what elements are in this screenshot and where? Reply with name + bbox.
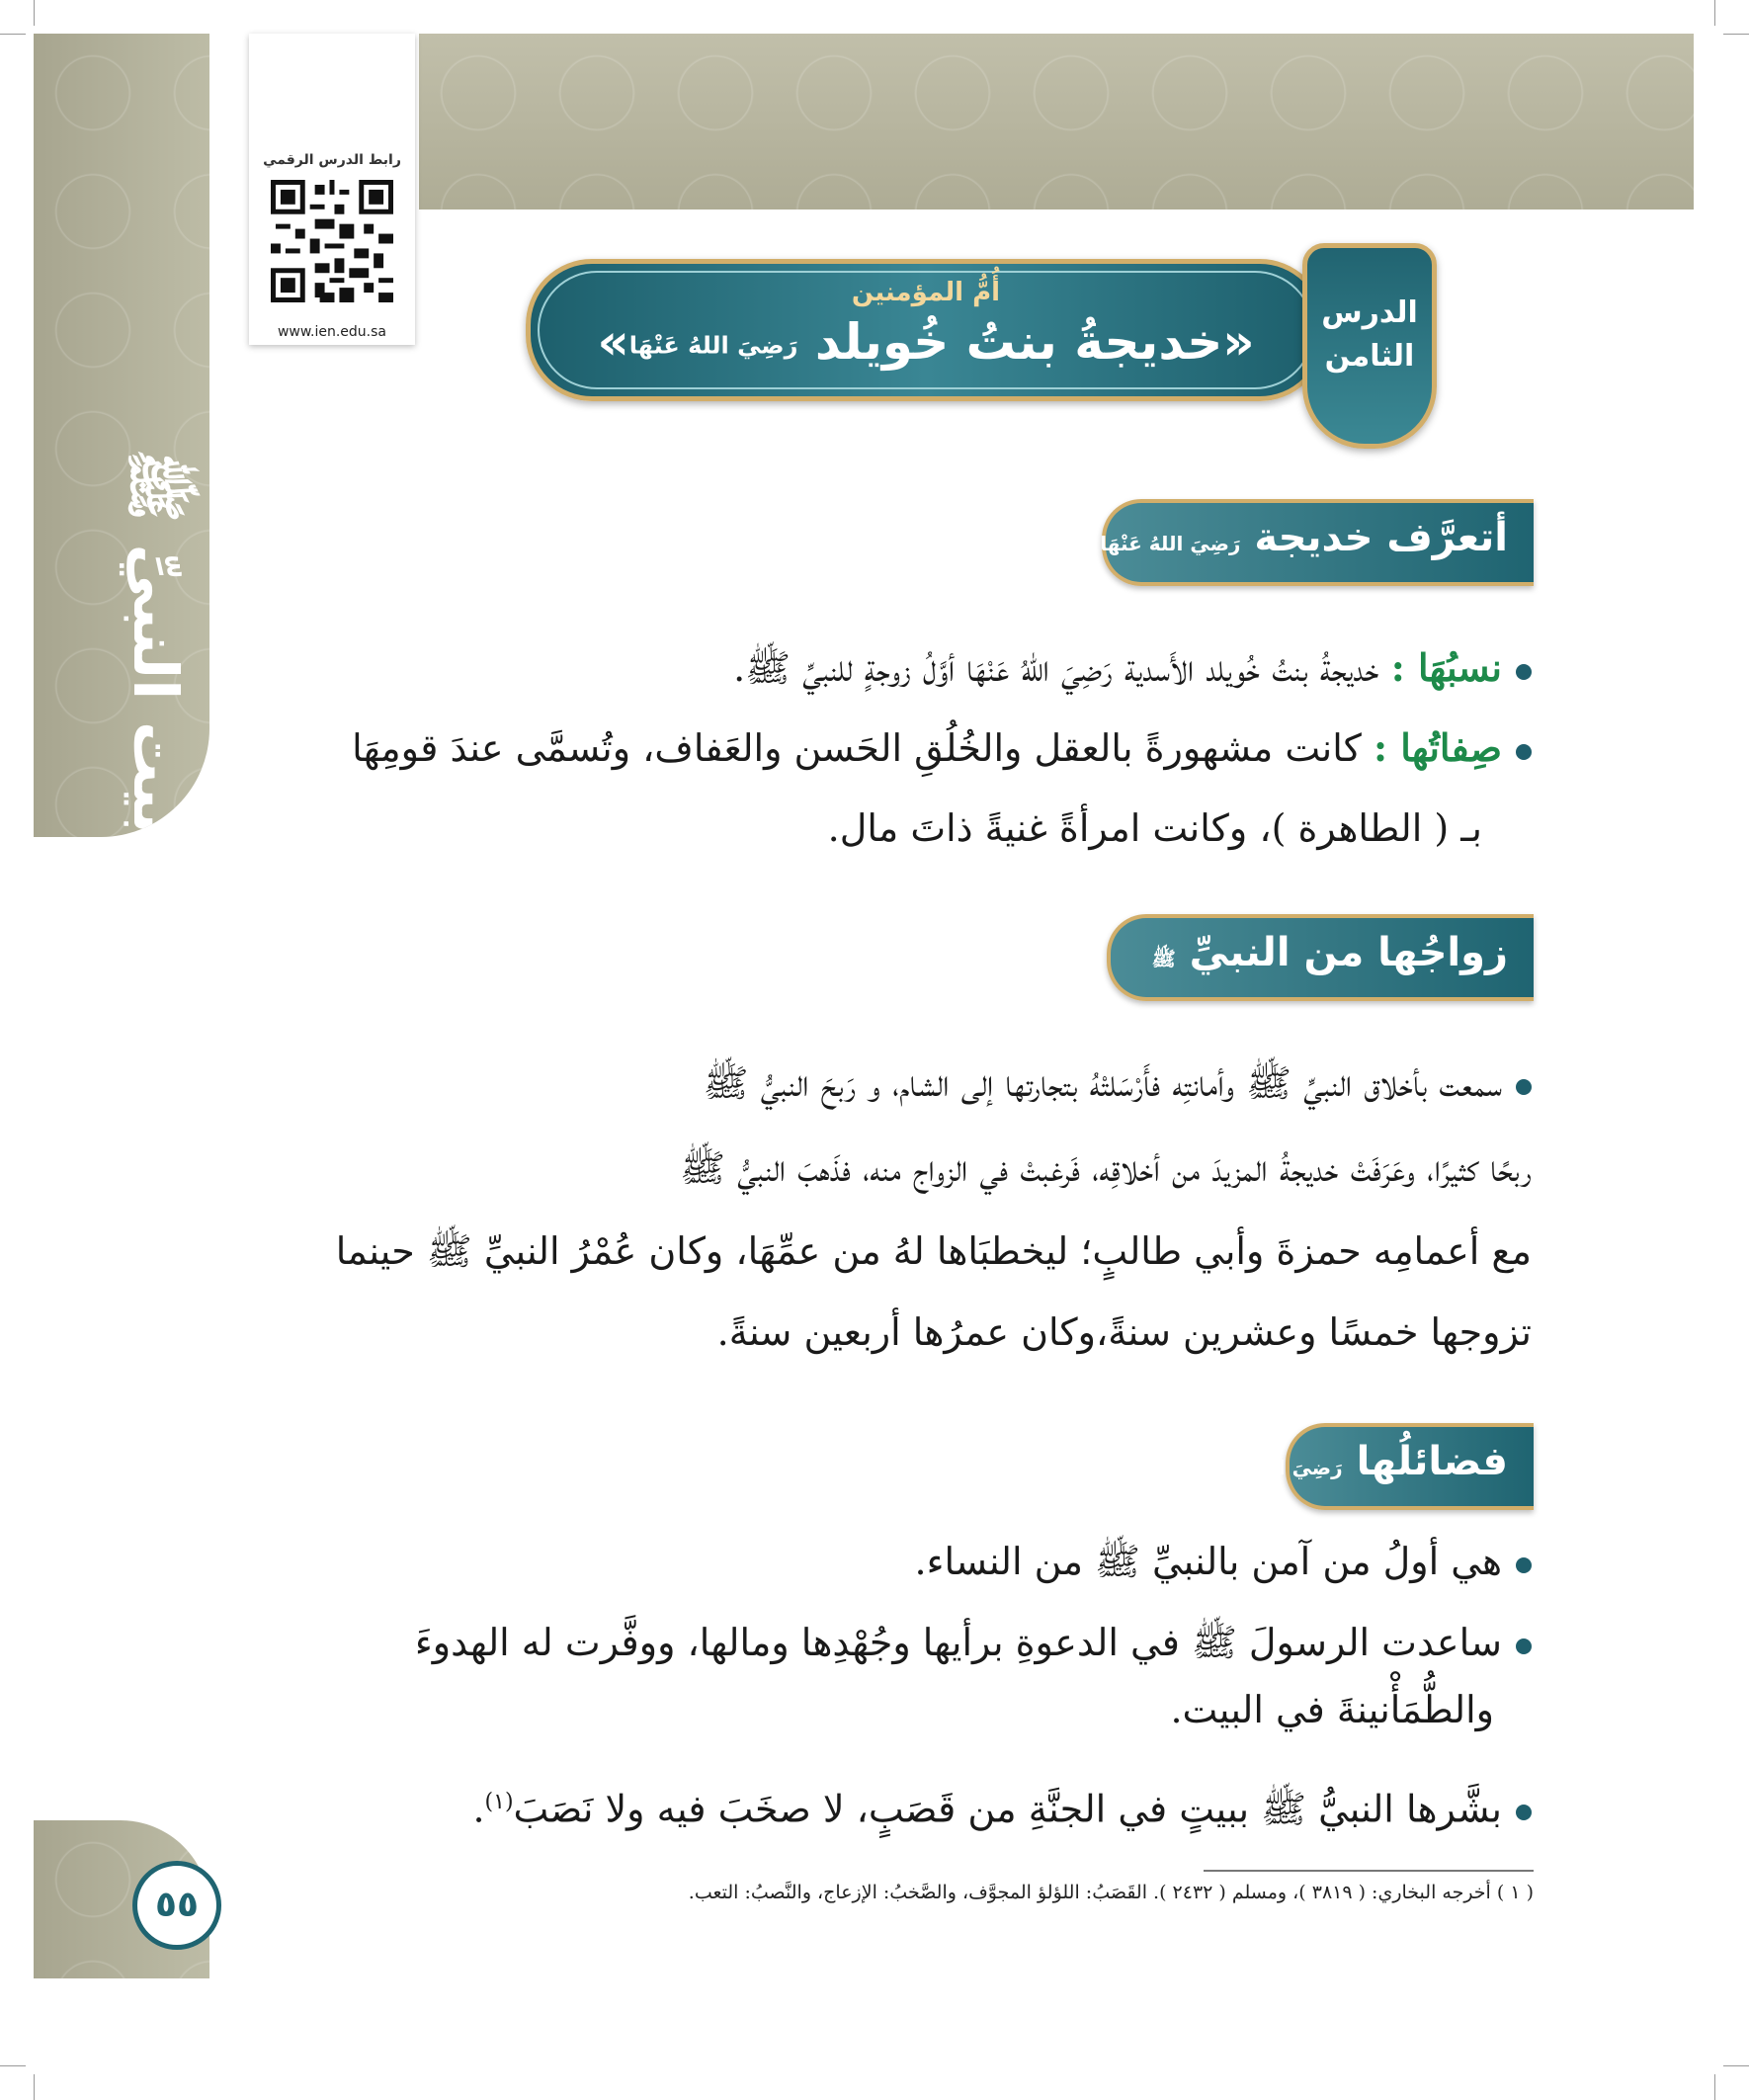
footnote: ( ١ ) أخرجه البخاري: ( ٣٨١٩ )، ومسلم ( ٢٤٣٢ ). القَصَبُ: اللؤلؤ المجوَّف، والصَّخبُ: الإزعاج، والنَّصبُ: التعب. — [688, 1882, 1534, 1903]
lesson-subtitle: أُمُّ المؤمنين — [851, 278, 1001, 307]
section-heading-2-title: زواجُها من النبيِّ — [1189, 930, 1508, 975]
lesson-number-tab — [1302, 243, 1437, 449]
lesson-title-banner — [526, 259, 1326, 401]
paragraph-line — [415, 1619, 1532, 1666]
section-heading-3-title: فضائلُها — [1356, 1439, 1508, 1484]
section-heading-2 — [1107, 914, 1534, 1001]
lesson-tab-line2: الثامن — [1324, 339, 1415, 374]
traits-text-cont: بـ ( الطاهرة )، وكانت امرأةً غنيةً ذاتَ مال. — [827, 806, 1482, 850]
qr-link-box[interactable] — [249, 34, 415, 345]
bullet-icon — [1516, 1805, 1532, 1820]
footnote-divider — [1204, 1870, 1534, 1872]
section-heading-3 — [1202, 1423, 1534, 1510]
traits-label: صِفاتُها : — [1374, 725, 1502, 770]
crop-mark — [1723, 2065, 1749, 2066]
qr-url[interactable]: www.ien.edu.sa — [277, 324, 387, 340]
lesson-title — [531, 313, 1321, 371]
virtue-text-2-cont: والطُّمَأْنينةَ في البيت. — [1170, 1688, 1494, 1731]
bullet-icon — [1516, 1557, 1532, 1573]
honorific-text: رَضِيَ اللهُ عَنْهَا — [628, 331, 798, 360]
crop-mark — [0, 34, 26, 35]
bullet-icon — [1516, 744, 1532, 760]
side-band — [34, 34, 209, 837]
paragraph-line — [472, 1779, 1532, 1833]
top-band — [419, 34, 1694, 210]
traits-text: كانت مشهورةً بالعقل والخُلُقِ الحَسن والعَفاف، وتُسمَّى عندَ قومِهَا — [352, 726, 1362, 770]
crop-mark — [1714, 0, 1715, 26]
bullet-icon — [1516, 1638, 1532, 1654]
virtue-text-3: بشَّرها النبيُّ ﷺ ببيتٍ في الجنَّةِ من قَصَبٍ، لا صخَبَ فيه ولا نَصَبَ — [513, 1787, 1502, 1831]
paragraph-line — [680, 1144, 1532, 1192]
marriage-text-2: ربحًا كثيرًا، وعَرَفَتْ خديجةُ المزيدَ من أخلاقِه، فَرغبتْ في الزواج منه، فذَهبَ النبيُّ ﷺ — [680, 1146, 1532, 1190]
crop-mark — [34, 0, 35, 26]
crop-mark — [34, 2074, 35, 2100]
paragraph-line — [336, 1227, 1532, 1275]
marriage-text-1: سمعت بأخلاق النبيِّ ﷺ وأمانتِه فأَرْسَلتْهُ بتجارتها إلى الشام، و رَبحَ النبيُّ ﷺ — [703, 1061, 1502, 1105]
crop-mark — [1714, 2074, 1715, 2100]
marriage-text-3: مع أعمامِه حمزةَ وأبي طالبٍ؛ ليخطبَاها لهُ من عمِّهَا، وكان عُمْرُ النبيِّ ﷺ حينما — [335, 1229, 1532, 1273]
page-number: ٥٥ — [132, 1861, 221, 1950]
paragraph-line — [717, 1308, 1532, 1356]
section-heading-1 — [1102, 499, 1534, 586]
virtue-text-2: ساعدت الرسولَ ﷺ في الدعوةِ برأيها وجُهْدِها ومالها، ووفَّرت له الهدوءَ — [414, 1621, 1502, 1664]
crop-mark — [1723, 34, 1749, 35]
virtue-text-3-end: . — [472, 1787, 485, 1831]
crop-mark — [0, 2065, 26, 2066]
footnote-ref[interactable]: (١) — [484, 1790, 514, 1814]
honorific-text: رَضِيَ اللهُ عَنْهَا — [1202, 1456, 1343, 1479]
paragraph-line — [828, 804, 1482, 852]
lesson-title-text: «خديجةُ بنتُ خُويلد — [814, 313, 1255, 371]
lesson-number-label — [1307, 292, 1432, 378]
unit-title: بيت النبيِّ ﷺ — [120, 448, 192, 834]
section-heading-1-title: أتعرَّف خديجة — [1254, 515, 1508, 560]
lesson-tab-line1: الدرس — [1321, 295, 1418, 330]
lesson-title-end: » — [597, 313, 629, 371]
honorific-text: ﷺ — [1151, 947, 1176, 970]
bullet-icon — [1516, 664, 1532, 680]
paragraph-line — [1170, 1686, 1494, 1733]
paragraph-line — [915, 1538, 1532, 1585]
honorific-text: رَضِيَ اللهُ عَنْهَا — [1100, 532, 1241, 555]
marriage-text-4: تزوجها خمسًا وعشرين سنةً،وكان عمرُها أربعين سنةً. — [716, 1310, 1532, 1354]
lineage-text: خديجةُ بنتُ خُويلد الأَسدية رَضِيَ اللهُ عَنْهَا أوَّلُ زوجةٍ للنبيِّ ﷺ. — [733, 646, 1379, 690]
decorative-pattern — [419, 34, 1694, 210]
qr-label: رابط الدرس الرقمي — [263, 152, 401, 168]
bullet-icon — [1516, 1079, 1532, 1095]
virtue-text-1: هي أولُ من آمن بالنبيِّ ﷺ من النساء. — [914, 1540, 1502, 1583]
qr-code-icon[interactable] — [271, 180, 393, 302]
paragraph-line — [733, 644, 1532, 692]
paragraph-line — [704, 1059, 1532, 1107]
lineage-label: نسبُهَا : — [1390, 645, 1502, 690]
paragraph-line — [352, 724, 1532, 772]
